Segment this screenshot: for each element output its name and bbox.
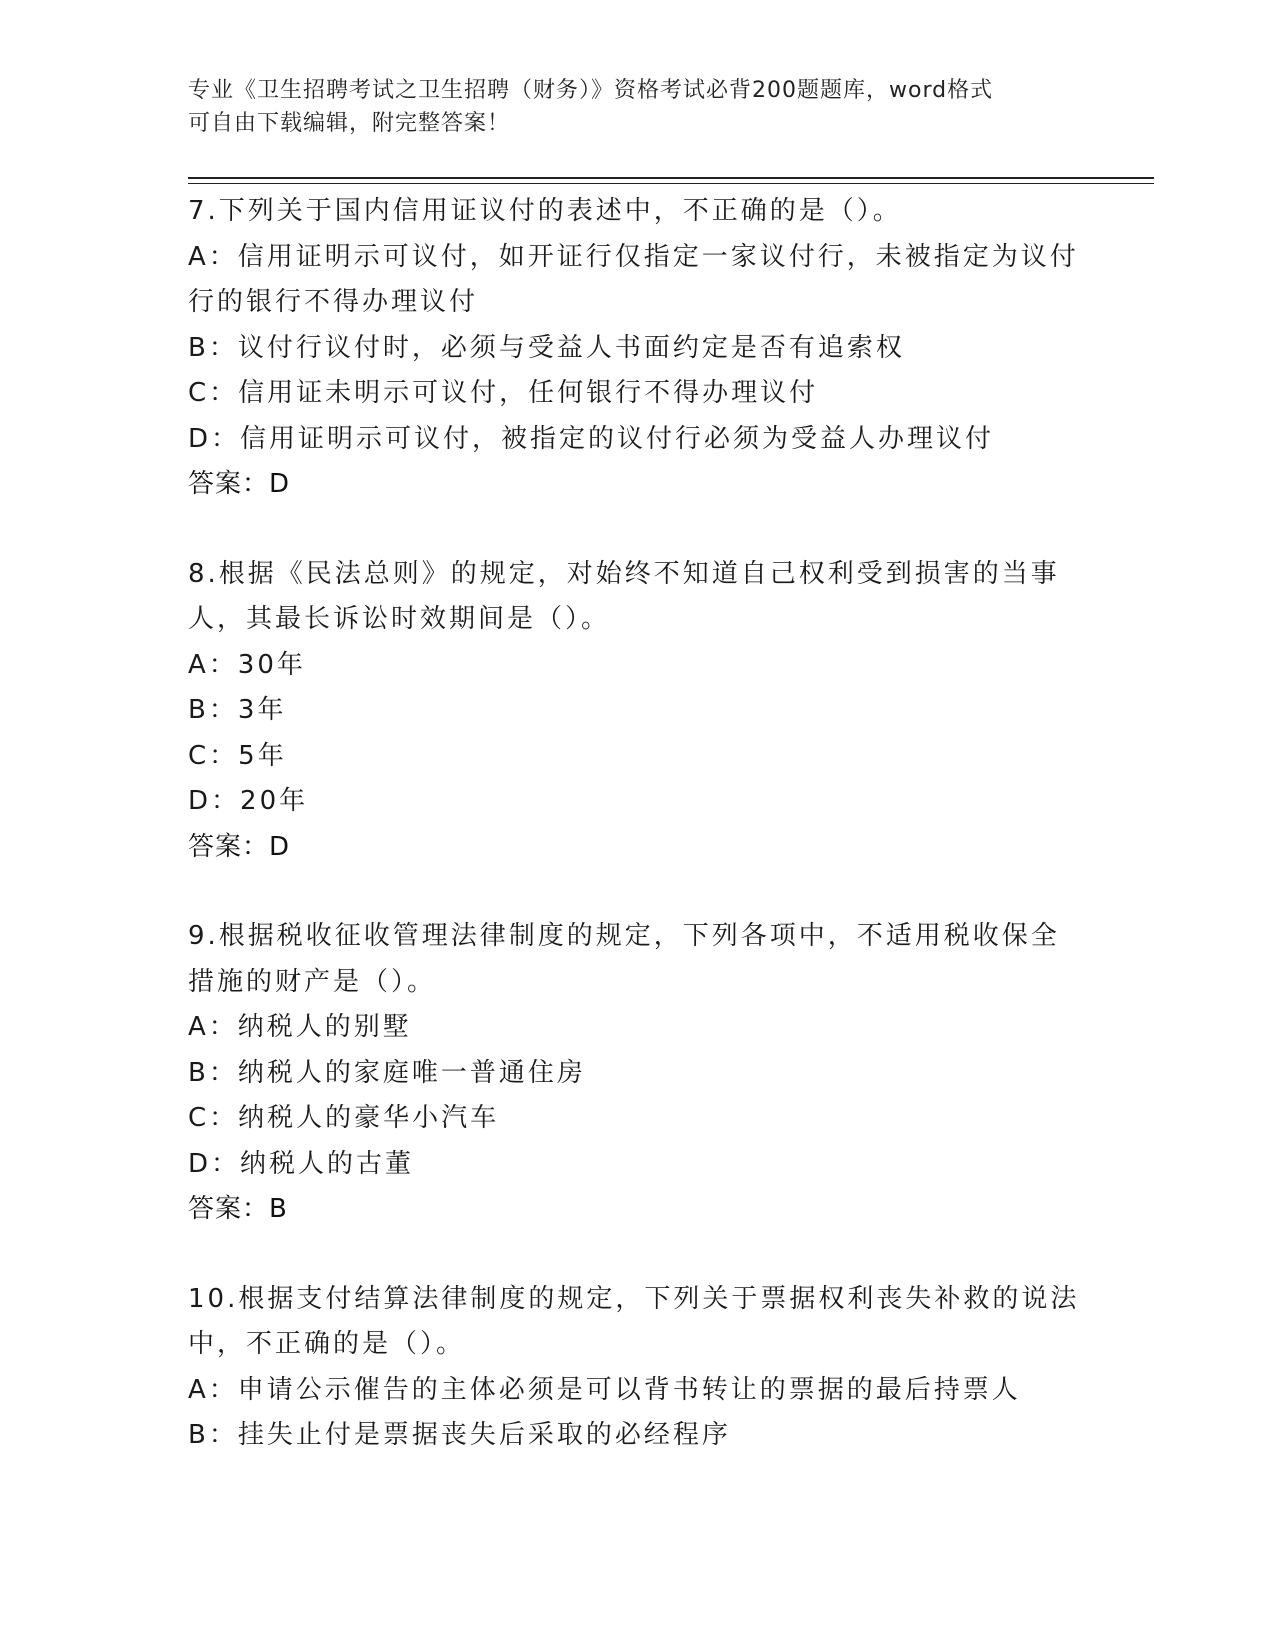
option-b: B：3年: [188, 695, 287, 725]
option-d: D：纳税人的古董: [188, 1148, 415, 1179]
option-a: A：信用证明示可议付，如开证行仅指定一家议付行，未被指定为议付: [188, 241, 1079, 272]
question-stem-continued: 中，不正确的是（）。: [188, 1329, 466, 1359]
answer: 答案：B: [188, 1194, 288, 1224]
option-d: D：信用证明示可议付，被指定的议付行必须为受益人办理议付: [188, 423, 995, 454]
option-c: C：信用证未明示可议付，任何银行不得办理议付: [188, 378, 819, 408]
option-d: D：20年: [188, 786, 309, 816]
option-b: B：挂失止付是票据丧失后采取的必经程序: [188, 1420, 731, 1450]
option-b: B：议付行议付时，必须与受益人书面约定是否有追索权: [188, 332, 905, 363]
question-9: [188, 914, 1098, 1233]
header-line-2: 可自由下载编辑，附完整答案！: [188, 111, 511, 136]
option-a: A：纳税人的别墅: [188, 1012, 412, 1042]
option-b: B：纳税人的家庭唯一普通住房: [188, 1057, 586, 1088]
option-c: C：5年: [188, 740, 287, 771]
option-a-continued: 行的银行不得办理议付: [188, 287, 479, 317]
answer: 答案：D: [188, 469, 291, 499]
question-stem: 9.根据税收征收管理法律制度的规定，下列各项中，不适用税收保全: [188, 921, 1060, 951]
question-stem-continued: 措施的财产是（）。: [188, 966, 437, 997]
option-a: A：申请公示催告的主体必须是可以背书转让的票据的最后持票人: [188, 1374, 1021, 1405]
document-header: [188, 74, 1088, 140]
question-10: [188, 1277, 1098, 1459]
header-divider-thick: [188, 177, 1154, 179]
question-stem: 10.根据支付结算法律制度的规定，下列关于票据权利丧失补救的说法: [188, 1283, 1080, 1314]
question-8: [188, 552, 1098, 871]
question-stem: 8.根据《民法总则》的规定，对始终不知道自己权利受到损害的当事: [188, 558, 1060, 589]
question-7: [188, 189, 1098, 508]
question-stem-continued: 人，其最长诉讼时效期间是（）。: [188, 604, 611, 634]
question-stem: 7.下列关于国内信用证议付的表述中，不正确的是（）。: [188, 196, 902, 226]
option-a: A：30年: [188, 649, 306, 680]
option-c: C：纳税人的豪华小汽车: [188, 1103, 500, 1133]
header-line-1: 专业《卫生招聘考试之卫生招聘（财务）》资格考试必背200题题库，word格式: [188, 78, 994, 103]
header-divider-thin: [188, 183, 1154, 184]
answer: 答案：D: [188, 831, 291, 862]
question-list: [188, 189, 1098, 1503]
